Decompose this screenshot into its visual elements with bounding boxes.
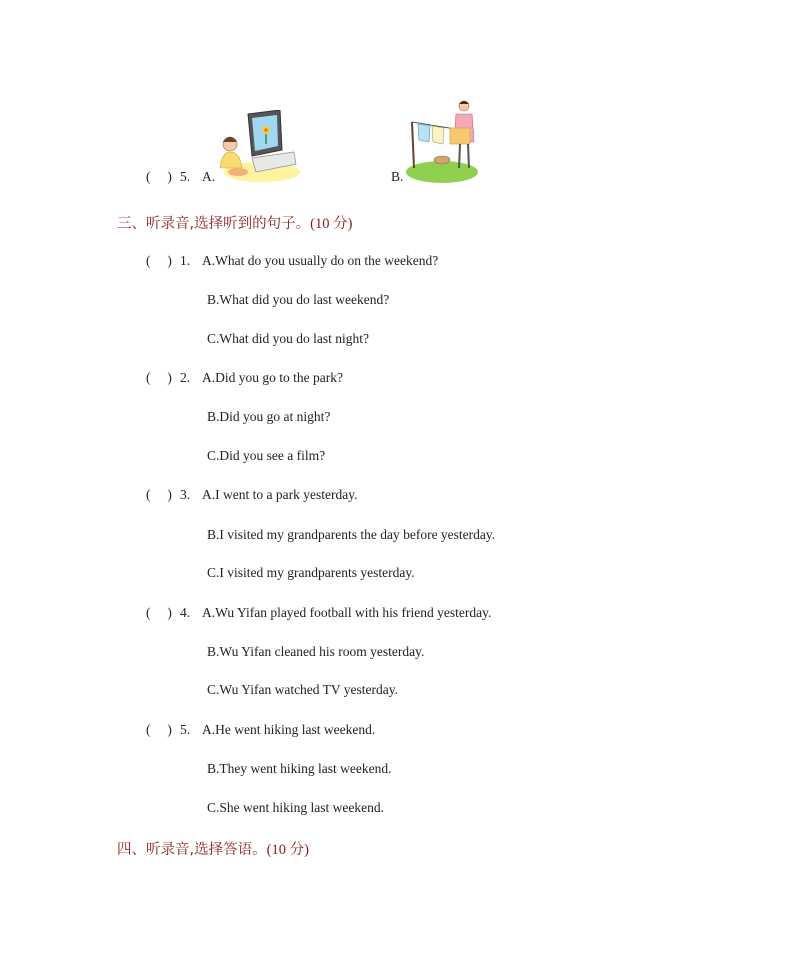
answer-blank[interactable]: ( ) [146,253,172,268]
option-text: A.He went hiking last weekend. [202,722,376,737]
question-number: 2. [180,370,191,385]
option-text: A.Did you go to the park? [202,370,343,385]
answer-blank[interactable]: ( ) [146,487,172,502]
option-text: B.Wu Yifan cleaned his room yesterday. [207,644,425,659]
option-text: B.I visited my grandparents the day before yesterday. [207,527,496,542]
boy-watching-tv-picture[interactable] [216,110,300,184]
section-4-heading [117,838,309,859]
answer-blank[interactable]: ( ) [146,605,172,620]
woman-hanging-laundry-picture[interactable] [404,98,480,184]
option-text: C.Wu Yifan watched TV yesterday. [207,682,399,697]
section-3-title: 三、听录音,选择听到的句子。 [117,216,311,232]
option-a-label: A. [202,169,216,184]
answer-blank[interactable]: ( ) [146,722,172,737]
question-number: 5. [180,169,191,184]
option-text: B.Did you go at night? [207,409,331,424]
option-text: B.They went hiking last weekend. [207,761,392,776]
option-text: C.She went hiking last weekend. [207,800,384,815]
option-text: A.Wu Yifan played football with his friend yesterday. [202,605,492,620]
option-text: A.I went to a park yesterday. [202,487,358,502]
question-number: 4. [180,605,191,620]
answer-blank[interactable]: ( ) [146,370,172,385]
question-number: 5. [180,722,191,737]
option-text: A.What do you usually do on the weekend? [202,253,439,268]
option-text: C.What did you do last night? [207,331,369,346]
option-b-label: B. [391,169,404,184]
section-3-points: (10 分) [310,216,353,232]
question-number: 1. [180,253,191,268]
answer-blank[interactable]: ( ) [146,169,172,184]
option-text: C.I visited my grandparents yesterday. [207,565,415,580]
section-4-points: (10 分) [266,842,309,858]
section-3-heading [117,212,352,233]
question-number: 3. [180,487,191,502]
section-4-title: 四、听录音,选择答语。 [117,842,267,858]
option-text: B.What did you do last weekend? [207,292,390,307]
option-text: C.Did you see a film? [207,448,326,463]
